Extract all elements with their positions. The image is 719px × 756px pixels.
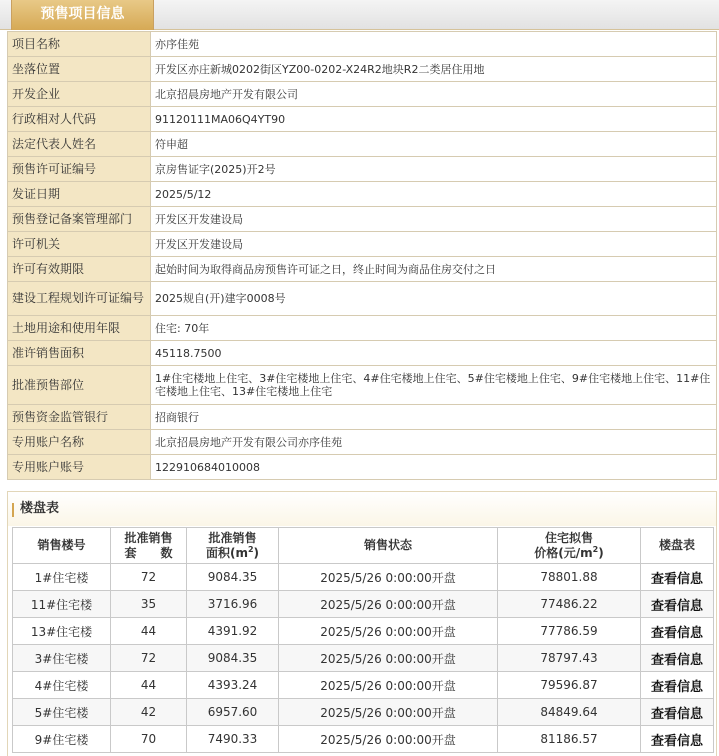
cell-price: 78801.88	[498, 564, 641, 591]
info-label: 许可机关	[8, 232, 151, 257]
info-row	[8, 157, 717, 182]
cell-area: 7490.33	[187, 726, 279, 753]
info-label: 土地用途和使用年限	[8, 316, 151, 341]
view-info-link[interactable]: 查看信息	[641, 726, 714, 753]
cell-price: 79596.87	[498, 672, 641, 699]
info-row	[8, 207, 717, 232]
cell-building: 1#住宅楼	[13, 564, 111, 591]
info-row	[8, 405, 717, 430]
cell-area: 4391.92	[187, 618, 279, 645]
info-label: 预售资金监管银行	[8, 405, 151, 430]
info-row	[8, 282, 717, 316]
view-info-link[interactable]: 查看信息	[641, 672, 714, 699]
cell-building: 3#住宅楼	[13, 645, 111, 672]
cell-status: 2025/5/26 0:00:00开盘	[279, 726, 498, 753]
cell-status: 2025/5/26 0:00:00开盘	[279, 564, 498, 591]
cell-area: 3716.96	[187, 591, 279, 618]
cell-units: 72	[111, 564, 187, 591]
view-info-link[interactable]: 查看信息	[641, 618, 714, 645]
info-value: 开发区开发建设局	[151, 232, 717, 257]
building-table-title: 楼盘表	[20, 501, 60, 516]
table-row	[13, 726, 714, 753]
info-value: 京房售证字(2025)开2号	[151, 157, 717, 182]
info-row	[8, 430, 717, 455]
view-info-link[interactable]: 查看信息	[641, 591, 714, 618]
info-label: 预售登记备案管理部门	[8, 207, 151, 232]
info-label: 行政相对人代码	[8, 107, 151, 132]
cell-area: 6957.60	[187, 699, 279, 726]
info-label: 项目名称	[8, 32, 151, 57]
info-value: 122910684010008	[151, 455, 717, 480]
info-row	[8, 366, 717, 405]
cell-price: 77786.59	[498, 618, 641, 645]
table-row	[13, 564, 714, 591]
info-value: 91120111MA06Q4YT90	[151, 107, 717, 132]
info-row	[8, 107, 717, 132]
info-label: 预售许可证编号	[8, 157, 151, 182]
info-row	[8, 232, 717, 257]
info-value: 2025规自(开)建字0008号	[151, 282, 717, 316]
info-value: 北京招晨房地产开发有限公司	[151, 82, 717, 107]
cell-price: 84849.64	[498, 699, 641, 726]
col-building: 销售楼号	[13, 528, 111, 564]
info-value: 符申超	[151, 132, 717, 157]
cell-building: 13#住宅楼	[13, 618, 111, 645]
cell-area: 9084.35	[187, 564, 279, 591]
info-row	[8, 182, 717, 207]
info-value: 45118.7500	[151, 341, 717, 366]
cell-area: 9084.35	[187, 645, 279, 672]
cell-building: 4#住宅楼	[13, 672, 111, 699]
info-label: 发证日期	[8, 182, 151, 207]
cell-price: 78797.43	[498, 645, 641, 672]
info-value: 1#住宅楼地上住宅、3#住宅楼地上住宅、4#住宅楼地上住宅、5#住宅楼地上住宅、9#住宅楼地上住宅、11#住宅楼地上住宅、13#住宅楼地上住宅	[151, 366, 717, 405]
cell-price: 77486.22	[498, 591, 641, 618]
info-label: 法定代表人姓名	[8, 132, 151, 157]
cell-building: 5#住宅楼	[13, 699, 111, 726]
cell-price: 81186.57	[498, 726, 641, 753]
info-value: 住宅: 70年	[151, 316, 717, 341]
info-row	[8, 57, 717, 82]
view-info-link[interactable]: 查看信息	[641, 645, 714, 672]
info-row	[8, 316, 717, 341]
project-info-table	[7, 31, 717, 480]
tab-bar	[0, 0, 719, 30]
cell-status: 2025/5/26 0:00:00开盘	[279, 672, 498, 699]
cell-units: 72	[111, 645, 187, 672]
tab-presale-project-info[interactable]: 预售项目信息	[11, 0, 154, 30]
col-price: 住宅拟售 价格(元$/m^2$)	[498, 528, 641, 564]
info-value: 亦序佳苑	[151, 32, 717, 57]
info-label: 专用账户账号	[8, 455, 151, 480]
info-label: 批准预售部位	[8, 366, 151, 405]
view-info-link[interactable]: 查看信息	[641, 564, 714, 591]
info-label: 坐落位置	[8, 57, 151, 82]
table-row	[13, 672, 714, 699]
building-table-header	[8, 492, 716, 526]
cell-units: 44	[111, 618, 187, 645]
info-row	[8, 132, 717, 157]
info-row	[8, 82, 717, 107]
info-value: 2025/5/12	[151, 182, 717, 207]
info-label: 许可有效期限	[8, 257, 151, 282]
col-units: 批准销售 套 数	[111, 528, 187, 564]
col-status: 销售状态	[279, 528, 498, 564]
cell-building: 11#住宅楼	[13, 591, 111, 618]
info-label: 开发企业	[8, 82, 151, 107]
cell-status: 2025/5/26 0:00:00开盘	[279, 645, 498, 672]
cell-area: 4393.24	[187, 672, 279, 699]
info-label: 准许销售面积	[8, 341, 151, 366]
cell-units: 35	[111, 591, 187, 618]
cell-units: 44	[111, 672, 187, 699]
table-row	[13, 618, 714, 645]
info-value: 开发区开发建设局	[151, 207, 717, 232]
info-label: 专用账户名称	[8, 430, 151, 455]
info-row	[8, 455, 717, 480]
cell-units: 42	[111, 699, 187, 726]
info-row	[8, 257, 717, 282]
info-row	[8, 32, 717, 57]
building-table-head-row	[13, 528, 714, 564]
view-info-link[interactable]: 查看信息	[641, 699, 714, 726]
cell-units: 70	[111, 726, 187, 753]
cell-status: 2025/5/26 0:00:00开盘	[279, 699, 498, 726]
table-row	[13, 699, 714, 726]
cell-building: 9#住宅楼	[13, 726, 111, 753]
info-value: 起始时间为取得商品房预售许可证之日，终止时间为商品住房交付之日	[151, 257, 717, 282]
table-row	[13, 645, 714, 672]
table-row	[13, 591, 714, 618]
info-value: 开发区亦庄新城0202街区YZ00-0202-X24R2地块R2二类居住用地	[151, 57, 717, 82]
info-value: 北京招晨房地产开发有限公司亦序佳苑	[151, 430, 717, 455]
building-table	[12, 527, 714, 753]
col-area: 批准销售 面积$(m^2)$	[187, 528, 279, 564]
building-table-panel	[7, 491, 717, 756]
info-row	[8, 341, 717, 366]
cell-status: 2025/5/26 0:00:00开盘	[279, 591, 498, 618]
info-label: 建设工程规划许可证编号	[8, 282, 151, 316]
col-table: 楼盘表	[641, 528, 714, 564]
cell-status: 2025/5/26 0:00:00开盘	[279, 618, 498, 645]
section-marker	[12, 503, 14, 517]
info-value: 招商银行	[151, 405, 717, 430]
